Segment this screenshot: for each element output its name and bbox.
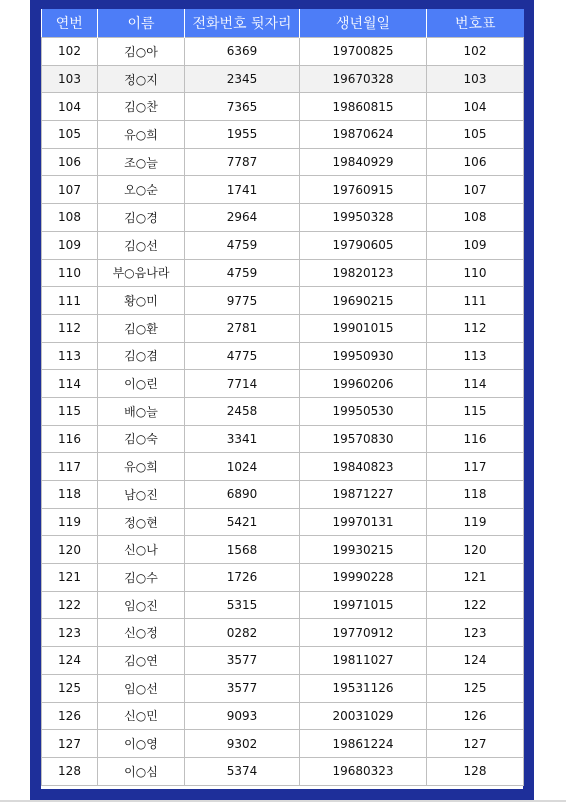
table-row <box>42 287 524 315</box>
cell-birthdate: 19790605 <box>300 231 427 259</box>
cell-name: 신○정 <box>98 619 185 647</box>
cell-serial: 107 <box>42 176 98 204</box>
cell-birthdate: 19770912 <box>300 619 427 647</box>
header-birthdate: 생년월일 <box>300 9 427 38</box>
cell-serial: 125 <box>42 674 98 702</box>
cell-name: 이○린 <box>98 370 185 398</box>
cell-phone-last-digits: 1024 <box>185 453 300 481</box>
cell-ticket-number: 117 <box>427 453 524 481</box>
cell-phone-last-digits: 3577 <box>185 647 300 675</box>
header-name: 이름 <box>98 9 185 38</box>
table-row <box>42 314 524 342</box>
cell-serial: 111 <box>42 287 98 315</box>
table-row <box>42 730 524 758</box>
cell-ticket-number: 112 <box>427 314 524 342</box>
cell-phone-last-digits: 4759 <box>185 231 300 259</box>
table-row <box>42 93 524 121</box>
cell-ticket-number: 120 <box>427 536 524 564</box>
table-row <box>42 425 524 453</box>
cell-phone-last-digits: 3577 <box>185 674 300 702</box>
cell-serial: 112 <box>42 314 98 342</box>
cell-serial: 114 <box>42 370 98 398</box>
cell-ticket-number: 102 <box>427 38 524 66</box>
cell-phone-last-digits: 6890 <box>185 481 300 509</box>
table-row <box>42 370 524 398</box>
cell-ticket-number: 118 <box>427 481 524 509</box>
cell-phone-last-digits: 0282 <box>185 619 300 647</box>
participant-table <box>41 9 524 786</box>
cell-birthdate: 19870624 <box>300 121 427 149</box>
cell-serial: 104 <box>42 93 98 121</box>
cell-serial: 121 <box>42 564 98 592</box>
table-row <box>42 619 524 647</box>
cell-serial: 119 <box>42 508 98 536</box>
cell-phone-last-digits: 2458 <box>185 397 300 425</box>
cell-name: 김○선 <box>98 231 185 259</box>
cell-phone-last-digits: 5421 <box>185 508 300 536</box>
cell-birthdate: 19690215 <box>300 287 427 315</box>
cell-name: 부○음나라 <box>98 259 185 287</box>
header-ticket-number: 번호표 <box>427 9 524 38</box>
table-row <box>42 342 524 370</box>
header-phone-last-digits: 전화번호 뒷자리 <box>185 9 300 38</box>
cell-phone-last-digits: 4775 <box>185 342 300 370</box>
table-row <box>42 508 524 536</box>
cell-name: 김○아 <box>98 38 185 66</box>
cell-ticket-number: 128 <box>427 757 524 785</box>
cell-birthdate: 19861224 <box>300 730 427 758</box>
cell-serial: 109 <box>42 231 98 259</box>
cell-phone-last-digits: 6369 <box>185 38 300 66</box>
table-row <box>42 702 524 730</box>
cell-ticket-number: 106 <box>427 148 524 176</box>
cell-phone-last-digits: 7714 <box>185 370 300 398</box>
cell-serial: 124 <box>42 647 98 675</box>
cell-birthdate: 19960206 <box>300 370 427 398</box>
cell-ticket-number: 116 <box>427 425 524 453</box>
cell-birthdate: 20031029 <box>300 702 427 730</box>
cell-name: 임○진 <box>98 591 185 619</box>
cell-phone-last-digits: 2964 <box>185 204 300 232</box>
cell-ticket-number: 114 <box>427 370 524 398</box>
table-row <box>42 397 524 425</box>
cell-birthdate: 19990228 <box>300 564 427 592</box>
cell-ticket-number: 107 <box>427 176 524 204</box>
cell-serial: 117 <box>42 453 98 481</box>
table-container <box>41 9 523 789</box>
cell-name: 정○현 <box>98 508 185 536</box>
table-header-row <box>42 9 524 38</box>
cell-birthdate: 19840823 <box>300 453 427 481</box>
table-row <box>42 481 524 509</box>
cell-birthdate: 19680323 <box>300 757 427 785</box>
cell-name: 남○진 <box>98 481 185 509</box>
cell-phone-last-digits: 1568 <box>185 536 300 564</box>
cell-phone-last-digits: 3341 <box>185 425 300 453</box>
cell-name: 유○희 <box>98 453 185 481</box>
cell-ticket-number: 113 <box>427 342 524 370</box>
table-row <box>42 757 524 785</box>
cell-name: 김○찬 <box>98 93 185 121</box>
cell-serial: 127 <box>42 730 98 758</box>
table-row <box>42 259 524 287</box>
cell-birthdate: 19820123 <box>300 259 427 287</box>
table-row <box>42 564 524 592</box>
table-row <box>42 591 524 619</box>
cell-birthdate: 19840929 <box>300 148 427 176</box>
header-serial: 연번 <box>42 9 98 38</box>
cell-ticket-number: 127 <box>427 730 524 758</box>
cell-birthdate: 19760915 <box>300 176 427 204</box>
cell-serial: 105 <box>42 121 98 149</box>
cell-phone-last-digits: 7365 <box>185 93 300 121</box>
cell-name: 황○미 <box>98 287 185 315</box>
cell-name: 김○환 <box>98 314 185 342</box>
cell-ticket-number: 115 <box>427 397 524 425</box>
cell-name: 김○겸 <box>98 342 185 370</box>
cell-phone-last-digits: 2345 <box>185 65 300 93</box>
cell-birthdate: 19971015 <box>300 591 427 619</box>
table-row <box>42 204 524 232</box>
cell-birthdate: 19570830 <box>300 425 427 453</box>
cell-name: 신○민 <box>98 702 185 730</box>
cell-serial: 126 <box>42 702 98 730</box>
cell-serial: 115 <box>42 397 98 425</box>
cell-name: 임○선 <box>98 674 185 702</box>
cell-serial: 103 <box>42 65 98 93</box>
cell-serial: 108 <box>42 204 98 232</box>
cell-name: 김○수 <box>98 564 185 592</box>
cell-phone-last-digits: 1726 <box>185 564 300 592</box>
cell-name: 배○늘 <box>98 397 185 425</box>
cell-ticket-number: 123 <box>427 619 524 647</box>
cell-phone-last-digits: 4759 <box>185 259 300 287</box>
table-frame <box>30 0 534 800</box>
cell-name: 김○경 <box>98 204 185 232</box>
cell-birthdate: 19871227 <box>300 481 427 509</box>
cell-birthdate: 19670328 <box>300 65 427 93</box>
cell-name: 김○연 <box>98 647 185 675</box>
cell-ticket-number: 109 <box>427 231 524 259</box>
cell-ticket-number: 104 <box>427 93 524 121</box>
cell-phone-last-digits: 1741 <box>185 176 300 204</box>
cell-serial: 123 <box>42 619 98 647</box>
table-row <box>42 148 524 176</box>
cell-ticket-number: 111 <box>427 287 524 315</box>
cell-ticket-number: 103 <box>427 65 524 93</box>
cell-name: 이○심 <box>98 757 185 785</box>
cell-phone-last-digits: 7787 <box>185 148 300 176</box>
table-body <box>42 38 524 786</box>
cell-birthdate: 19950328 <box>300 204 427 232</box>
cell-ticket-number: 124 <box>427 647 524 675</box>
table-row <box>42 674 524 702</box>
cell-name: 이○영 <box>98 730 185 758</box>
cell-birthdate: 19970131 <box>300 508 427 536</box>
cell-ticket-number: 125 <box>427 674 524 702</box>
cell-ticket-number: 126 <box>427 702 524 730</box>
cell-birthdate: 19860815 <box>300 93 427 121</box>
cell-serial: 102 <box>42 38 98 66</box>
cell-name: 조○늘 <box>98 148 185 176</box>
cell-phone-last-digits: 5315 <box>185 591 300 619</box>
cell-ticket-number: 121 <box>427 564 524 592</box>
cell-serial: 110 <box>42 259 98 287</box>
table-row <box>42 536 524 564</box>
table-row <box>42 231 524 259</box>
table-row <box>42 38 524 66</box>
cell-ticket-number: 122 <box>427 591 524 619</box>
cell-birthdate: 19700825 <box>300 38 427 66</box>
cell-birthdate: 19531126 <box>300 674 427 702</box>
cell-serial: 122 <box>42 591 98 619</box>
cell-serial: 128 <box>42 757 98 785</box>
table-row <box>42 647 524 675</box>
cell-name: 유○희 <box>98 121 185 149</box>
cell-phone-last-digits: 2781 <box>185 314 300 342</box>
cell-ticket-number: 119 <box>427 508 524 536</box>
cell-name: 신○나 <box>98 536 185 564</box>
cell-serial: 113 <box>42 342 98 370</box>
cell-serial: 106 <box>42 148 98 176</box>
cell-name: 정○지 <box>98 65 185 93</box>
cell-serial: 120 <box>42 536 98 564</box>
cell-phone-last-digits: 1955 <box>185 121 300 149</box>
table-row <box>42 65 524 93</box>
cell-birthdate: 19901015 <box>300 314 427 342</box>
cell-phone-last-digits: 9302 <box>185 730 300 758</box>
cell-ticket-number: 108 <box>427 204 524 232</box>
cell-ticket-number: 110 <box>427 259 524 287</box>
cell-birthdate: 19950530 <box>300 397 427 425</box>
cell-name: 김○숙 <box>98 425 185 453</box>
cell-name: 오○순 <box>98 176 185 204</box>
cell-phone-last-digits: 9775 <box>185 287 300 315</box>
cell-birthdate: 19811027 <box>300 647 427 675</box>
cell-birthdate: 19950930 <box>300 342 427 370</box>
table-row <box>42 121 524 149</box>
cell-ticket-number: 105 <box>427 121 524 149</box>
cell-phone-last-digits: 5374 <box>185 757 300 785</box>
cell-serial: 116 <box>42 425 98 453</box>
cell-phone-last-digits: 9093 <box>185 702 300 730</box>
table-row <box>42 176 524 204</box>
cell-birthdate: 19930215 <box>300 536 427 564</box>
cell-serial: 118 <box>42 481 98 509</box>
table-row <box>42 453 524 481</box>
